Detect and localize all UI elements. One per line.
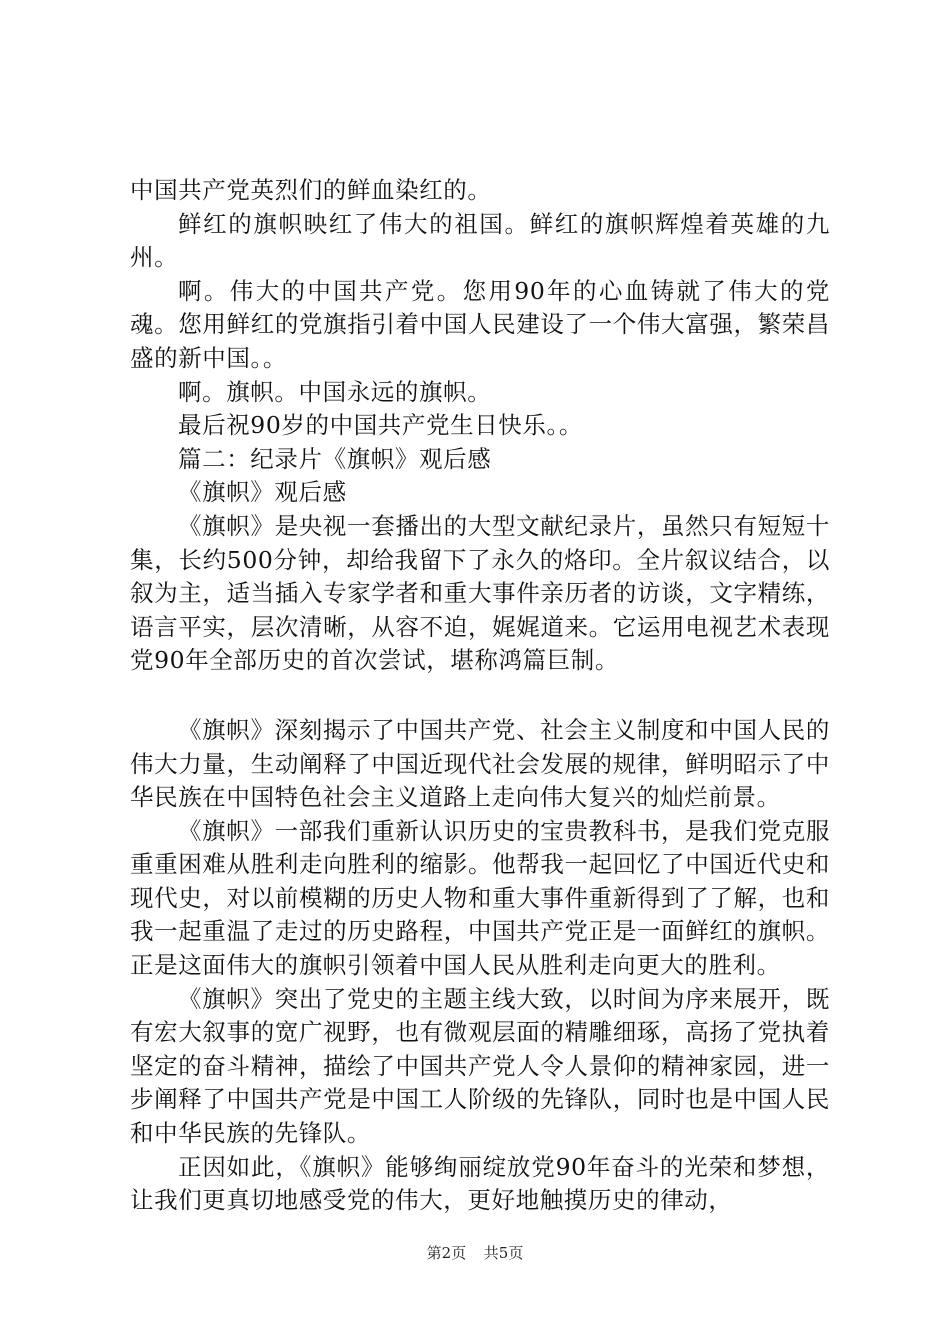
page-footer bbox=[0, 1243, 950, 1263]
page-number: 第2页 bbox=[426, 1244, 467, 1262]
paragraph-main-theme: 《旗帜》突出了党史的主题主线大致，以时间为序来展开，既有宏大叙事的宽广视野，也有微观层面的精雕细琢，高扬了党执着坚定的奋斗精神，描绘了中国共产党人令人景仰的精神家园，进一步阐释了中国共产党是中国工人阶级的先锋队，同时也是中国人民和中华民族的先锋队。 bbox=[130, 984, 830, 1148]
document-body bbox=[130, 174, 830, 1218]
paragraph-documentary-intro: 《旗帜》是央视一套播出的大型文献纪录片，虽然只有短短十集，长约500分钟，却给我留下了永久的烙印。全片叙议结合，以叙为主，适当插入专家学者和重大事件亲历者的访谈，文字精练，语言平实，层次清晰，从容不迫，娓娓道来。它运用电视艺术表现党90年全部历史的首次尝试，堪称鸿篇巨制。 bbox=[130, 511, 830, 675]
paragraph-textbook: 《旗帜》一部我们重新认识历史的宝贵教科书，是我们党克服重重困难从胜利走向胜利的缩影。他帮我一起回忆了中国近代史和现代史，对以前模糊的历史人物和重大事件重新得到了了解，也和我一起重温了走过的历史路程，中国共产党正是一面鲜红的旗帜。正是这面伟大的旗帜引领着中国人民从胜利走向更大的胜利。 bbox=[130, 816, 830, 980]
paragraph-revelation: 《旗帜》深刻揭示了中国共产党、社会主义制度和中国人民的伟大力量，生动阐释了中国近现代社会发展的规律，鲜明昭示了中华民族在中国特色社会主义道路上走向伟大复兴的灿烂前景。 bbox=[130, 715, 830, 812]
paragraph-glory-dream: 正因如此，《旗帜》能够绚丽绽放党90年奋斗的光荣和梦想，让我们更真切地感受党的伟大，更好地触摸历史的律动， bbox=[130, 1152, 830, 1215]
article-title: 《旗帜》观后感 bbox=[178, 478, 347, 507]
paragraph-party-soul: 啊。伟大的中国共产党。您用90年的心血铸就了伟大的党魂。您用鲜红的党旗指引着中国人民建设了一个伟大富强，繁荣昌盛的新中国。。 bbox=[130, 276, 830, 372]
paragraph-continuation: 中国共产党英烈们的鲜血染红的。 bbox=[130, 176, 492, 204]
section-heading: 篇二：纪录片《旗帜》观后感 bbox=[178, 444, 492, 473]
paragraph-birthday-wish: 最后祝90岁的中国共产党生日快乐。。 bbox=[178, 411, 583, 440]
paragraph-flag-motherland: 鲜红的旗帜映红了伟大的祖国。鲜红的旗帜辉煌着英雄的九州。 bbox=[130, 209, 830, 272]
paragraph-eternal-flag: 啊。旗帜。中国永远的旗帜。 bbox=[178, 377, 492, 406]
page-total: 共5页 bbox=[483, 1244, 524, 1262]
